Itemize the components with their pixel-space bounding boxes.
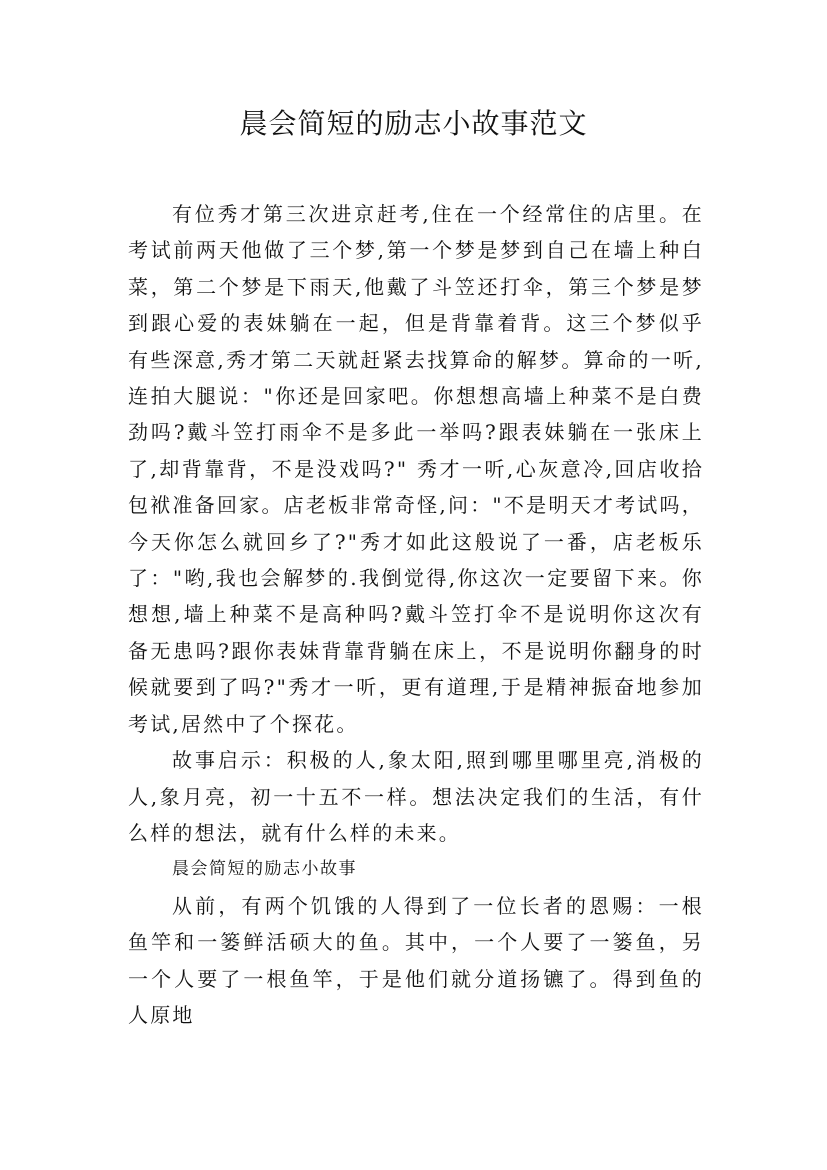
story-moral-paragraph: 故事启示：积极的人,象太阳,照到哪里哪里亮,消极的人,象月亮，初一十五不一样。想法决定我们的生活，有什么样的想法，就有什么样的未来。	[128, 748, 704, 845]
second-story-paragraph: 从前，有两个饥饿的人得到了一位长者的恩赐：一根鱼竿和一篓鲜活硕大的鱼。其中，一个人要了一篓鱼，另一个人要了一根鱼竿，于是他们就分道扬镳了。得到鱼的人原地	[128, 893, 704, 1027]
story-paragraph: 有位秀才第三次进京赶考,住在一个经常住的店里。在考试前两天他做了三个梦,第一个梦是梦到自己在墙上种白菜，第二个梦是下雨天,他戴了斗笠还打伞，第三个梦是梦到跟心爱的表妹躺在一起，但是背靠着背。这三个梦似乎有些深意,秀才第二天就赶紧去找算命的解梦。算命的一听,连拍大腿说："你还是回家吧。你想想高墙上种菜不是白费劲吗?戴斗笠打雨伞不是多此一举吗?跟表妹躺在一张床上了,却背靠背，不是没戏吗?" 秀才一听,心灰意冷,回店收拾包袱准备回家。店老板非常奇怪,问："不是明天才考试吗，今天你怎么就回乡了?"秀才如此这般说了一番，店老板乐了："哟,我也会解梦的.我倒觉得,你这次一定要留下来。你想想,墙上种菜不是高种吗?戴斗笠打伞不是说明你这次有备无患吗?跟你表妹背靠背躺在床上，不是说明你翻身的时候就要到了吗?"秀才一听，更有道理,于是精神振奋地参加考试,居然中了个探花。	[128, 202, 704, 736]
document-title: 晨会简短的励志小故事范文	[239, 107, 588, 140]
document-body	[128, 196, 704, 1033]
section-subheading: 晨会简短的励志小故事	[172, 859, 357, 880]
